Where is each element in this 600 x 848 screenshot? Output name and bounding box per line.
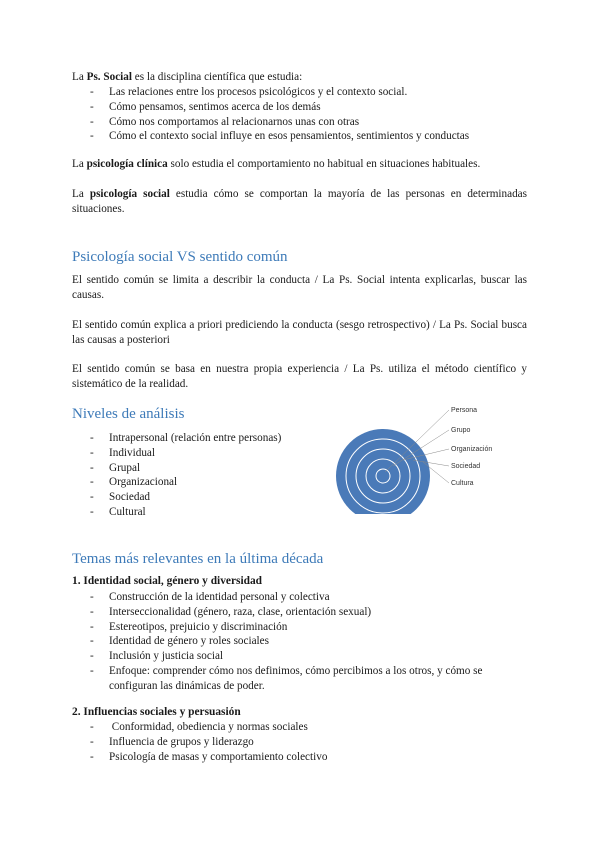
list-item: - Intrapersonal (relación entre personas) xyxy=(90,432,282,444)
list-item: - Sociedad xyxy=(90,491,151,504)
diagram-label: Cultura xyxy=(451,480,474,487)
list-item: - Estereotipos, prejuicio y discriminación xyxy=(90,620,288,633)
list-item: - Construcción de la identidad personal y colectiva xyxy=(90,591,330,603)
list-item: - Cómo el contexto social influye en esos pensamientos, sentimientos y conductas xyxy=(90,130,470,143)
list-item: - Organizacional xyxy=(90,476,178,489)
list-item: - Influencia de grupos y liderazgo xyxy=(90,735,254,748)
list-item: - Interseccionalidad (género, raza, clase, orientación sexual) xyxy=(90,605,372,618)
section-title-niveles: Niveles de análisis xyxy=(72,406,185,422)
diagram-label: Sociedad xyxy=(451,463,481,470)
section-title-sentido-comun: Psicología social VS sentido común xyxy=(72,249,288,265)
niveles-list xyxy=(90,431,320,520)
list-item: - Cómo nos comportamos al relacionarnos unas con otras xyxy=(90,115,360,128)
list-item: - Individual xyxy=(90,446,155,459)
paragraph: El sentido común explica a priori prediciendo la conducta (sesgo retrospectivo) / La Ps. Social busca las causas a posteriori xyxy=(72,319,527,346)
list-item: - Cómo pensamos, sentimos acerca de los demás xyxy=(90,100,321,113)
social-paragraph: La psicología social estudia cómo se comportan la mayoría de las personas en determinadas situaciones. xyxy=(72,188,527,215)
list-item: - Cultural xyxy=(90,505,146,518)
clinica-paragraph: La psicología clínica solo estudia el comportamiento no habitual en situaciones habituales. xyxy=(72,158,481,170)
list-item: - Grupal xyxy=(90,461,141,474)
list-item: - Enfoque: comprender cómo nos definimos, cómo percibimos a los otros, y cómo se configuran las dinámicas de poder. xyxy=(90,664,483,692)
diagram-label: Organización xyxy=(451,446,493,453)
influencias-list xyxy=(90,720,530,764)
identidad-list xyxy=(90,590,530,694)
list-item: - Identidad de género y roles sociales xyxy=(90,635,269,648)
levels-diagram xyxy=(330,404,510,514)
list-item: - Inclusión y justicia social xyxy=(90,650,224,663)
list-item: - Psicología de masas y comportamiento colectivo xyxy=(90,750,328,763)
paragraph: El sentido común se basa en nuestra propia experiencia / La Ps. utiliza el método científico y sistemático de la realidad. xyxy=(72,363,527,390)
diagram-label: Grupo xyxy=(451,427,471,434)
diagram-label: Persona xyxy=(451,407,478,414)
list-item: - Conformidad, obediencia y normas sociales xyxy=(90,721,308,733)
subsection-title-influencias: 2. Influencias sociales y persuasión xyxy=(72,706,241,718)
paragraph: El sentido común se limita a describir la conducta / La Ps. Social intenta explicarlas, buscar las causas. xyxy=(72,274,527,301)
list-item: - Las relaciones entre los procesos psicológicos y el contexto social. xyxy=(90,86,408,98)
section-title-temas: Temas más relevantes en la última década xyxy=(72,551,324,567)
intro-list xyxy=(90,85,530,144)
intro-definition: La Ps. Social es la disciplina científica que estudia: xyxy=(72,71,303,83)
subsection-title-identidad: 1. Identidad social, género y diversidad xyxy=(72,575,262,587)
